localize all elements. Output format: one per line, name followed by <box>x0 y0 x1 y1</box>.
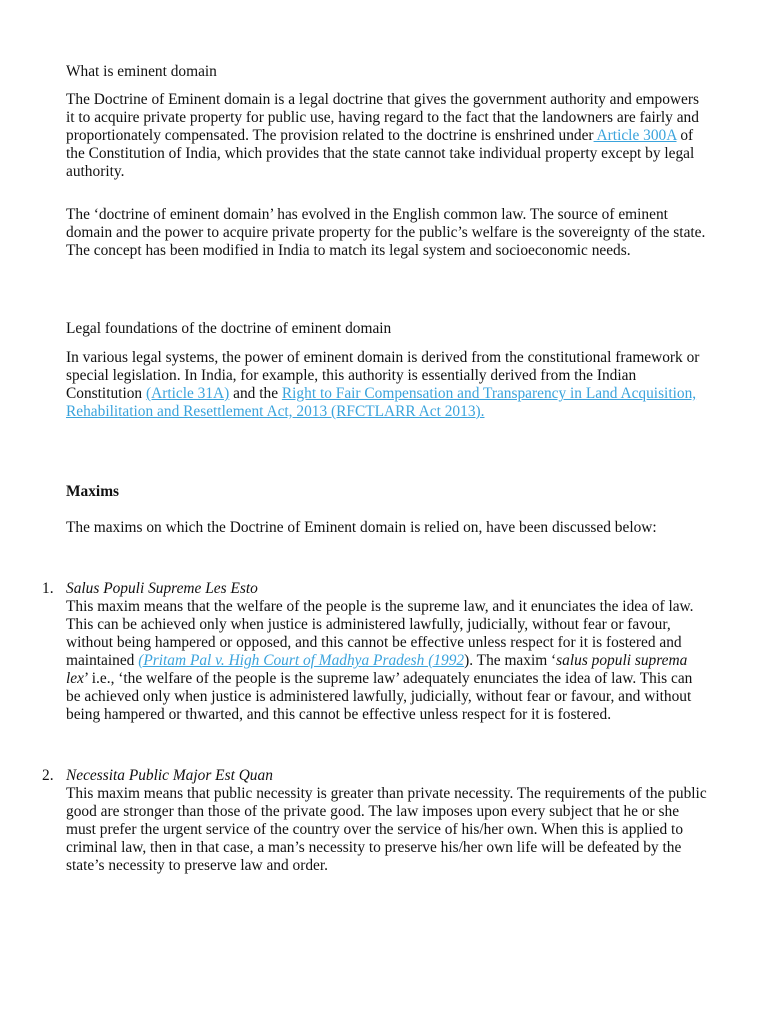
paragraph-definition <box>66 91 710 181</box>
heading-legal-foundations: Legal foundations of the doctrine of eminent domain <box>66 320 392 337</box>
paragraph-origin: The ‘doctrine of eminent domain’ has evolved in the English common law. The source of eminent domain and the power to acquire private property for the public’s welfare is the sovereignty of the state. The concept has been modified in India to match its legal system and socioeconomic needs. <box>66 206 706 259</box>
heading-what-is-eminent-domain: What is eminent domain <box>66 63 217 80</box>
link-article-300a[interactable]: Article 300A <box>593 127 677 144</box>
paragraph-legal-text-b: and the <box>229 385 282 402</box>
link-article-31a[interactable]: (Article 31A) <box>145 385 230 402</box>
heading-maxims: Maxims <box>66 483 120 500</box>
paragraph-legal-foundations <box>66 349 710 421</box>
maxim-2-body: This maxim means that public necessity is greater than private necessity. The requirements of the public good are stronger than those of the private good. The law imposes upon every subject that he or she must prefer the urgent service of the country over the service of his/her own. When this is applied to criminal law, then in that case, a man’s necessity to preserve his/her own life will be defeated by the state’s necessity to preserve law and order. <box>66 785 707 874</box>
maxim-2-title: Necessita Public Major Est Quan <box>66 767 273 784</box>
paragraph-legal-text-a: In various legal systems, the power of eminent domain is derived from the constitutional framework or special legislation. In India, for example, this authority is essentially derived from the Indian Constitution <box>66 349 700 402</box>
list-item-maxim-1 <box>66 580 710 724</box>
link-pritam-pal-case[interactable]: (Pritam Pal v. High Court of Madhya Pradesh (1992 <box>138 652 465 669</box>
paragraph-maxims-intro: The maxims on which the Doctrine of Eminent domain is relied on, have been discussed below: <box>66 519 657 536</box>
list-number-2: 2. <box>42 767 54 784</box>
link-rfctlarr-act[interactable]: Right to Fair Compensation and Transparency in Land Acquisition, Rehabilitation and Resettlement Act, 2013 (RFCTLARR Act 2013). <box>66 385 697 420</box>
maxim-1-title: Salus Populi Supreme Les Esto <box>66 580 258 597</box>
paragraph-definition-text-a: The Doctrine of Eminent domain is a legal doctrine that gives the government authority and empowers it to acquire private property for public use, having regard to the fact that the landowners are fairly and proportionately compensated. The provision related to the doctrine is enshrined under <box>66 91 699 144</box>
list-item-maxim-2 <box>66 767 710 875</box>
maxim-1-body: This maxim means that the welfare of the people is the supreme law, and it enunciates the idea of law. This can be achieved only when justice is administered lawfully, judicially, without fear or favour, without being hampered or opposed, and this cannot be effective unless respect for it is fostered and maintained (Pritam Pal v. High Court of Madhya Pradesh (1992). The maxim ‘salus populi suprema lex’ i.e., ‘the welfare of the people is the supreme law’ adequately enunciates the idea of law. This can be achieved only when justice is administered lawfully, judicially, without fear or favour, and without being hampered or thwarted, and this cannot be effective unless respect for it is fostered. <box>66 598 694 723</box>
paragraph-definition-text-b: of the Constitution of India, which provides that the state cannot take individual property except by legal authority. <box>66 127 695 180</box>
list-number-1: 1. <box>42 580 54 597</box>
